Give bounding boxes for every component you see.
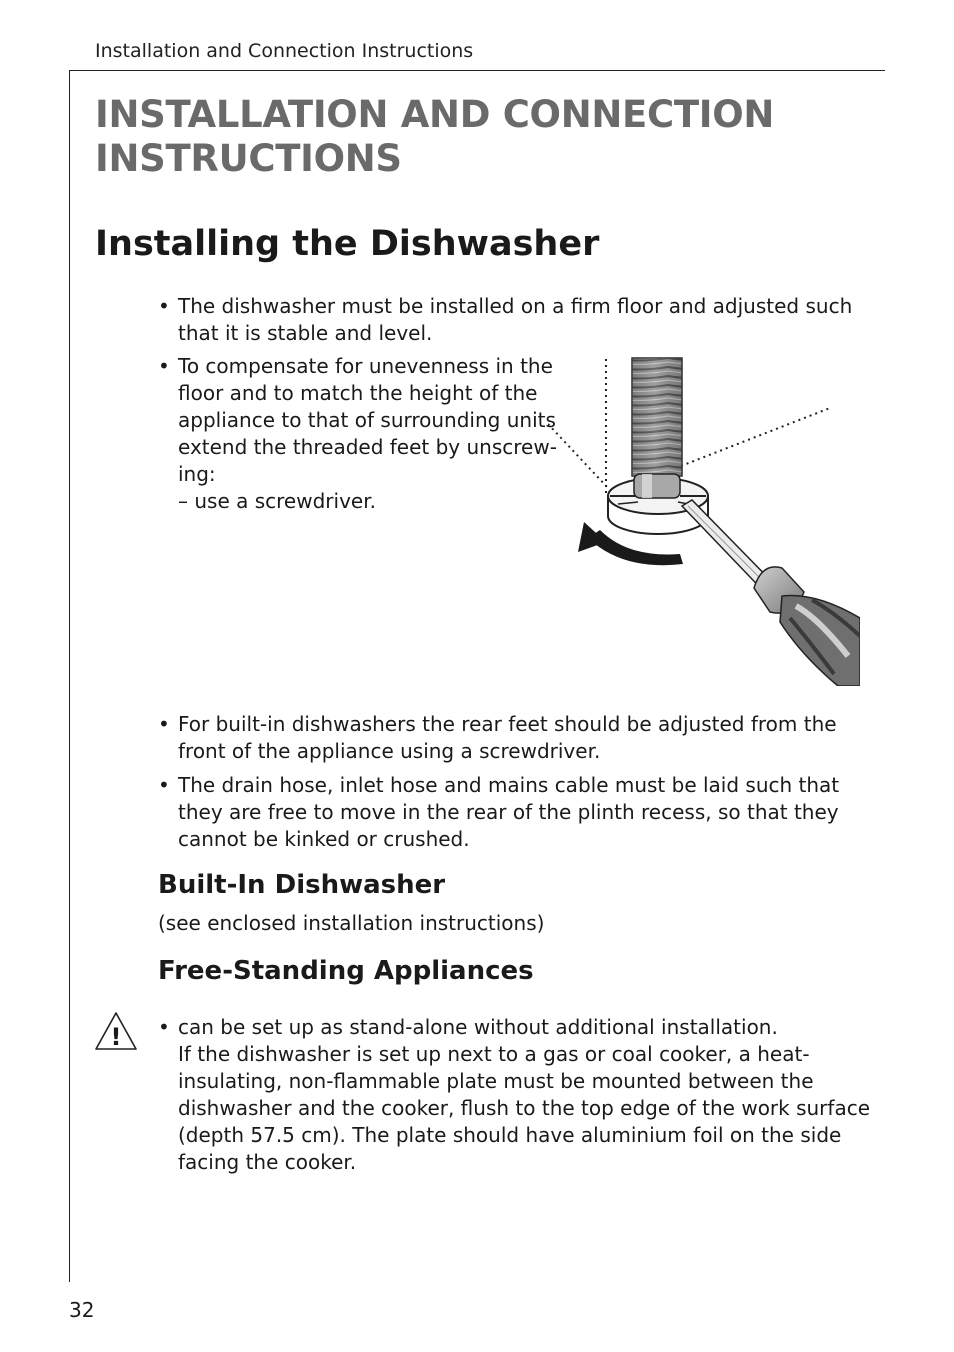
bullet-dot: • [158, 354, 170, 378]
warning-symbol: ! [110, 1023, 122, 1051]
bullet-dot: • [158, 294, 170, 318]
chapter-title-line-2: INSTRUCTIONS [95, 137, 402, 180]
chapter-title-line-1: INSTALLATION AND CONNECTION [95, 93, 775, 136]
free-standing-heading: Free-Standing Appliances [158, 956, 534, 986]
bullet-dot: • [158, 1015, 170, 1039]
bullet-text: The drain hose, inlet hose and mains cable must be laid such that they are free to move in the rear of the plinth recess, so that they cannot be kinked or crushed. [178, 773, 840, 851]
built-in-note: (see enclosed installation instructions) [158, 911, 545, 935]
bullet-item-threaded-feet [158, 353, 557, 515]
bullet-item-free-standing [158, 1014, 870, 1176]
bullet-item-firm-floor [158, 293, 852, 347]
bullet-text: To compensate for unevenness in the floor and to match the height of the appliance to that of surrounding units extend the threaded feet by unscrew- ing: – use a screwdriver. [178, 354, 557, 513]
bullet-item-hoses [158, 772, 839, 853]
bullet-text: For built-in dishwashers the rear feet should be adjusted from the front of the appliance using a screwdriver. [178, 712, 837, 763]
chapter-title [95, 93, 875, 181]
bullet-text: can be set up as stand-alone without additional installation. If the dishwasher is set up next to a gas or coal cooker, a heat- insulating, non-flammable plate must be mounted between the dishwasher and the cooker, flush to the top edge of the work surface (depth 57.5 cm). The plate should have aluminium foil on the side facing the cooker. [178, 1015, 871, 1174]
built-in-heading: Built-In Dishwasher [158, 870, 446, 900]
section-title: Installing the Dishwasher [95, 224, 600, 264]
page-number: 32 [69, 1298, 95, 1322]
running-header: Installation and Connection Instructions [95, 40, 474, 62]
bullet-item-rear-feet [158, 711, 837, 765]
bullet-text: The dishwasher must be installed on a firm floor and adjusted such that it is stable and level. [178, 294, 853, 345]
margin-rule [69, 70, 70, 1282]
warning-triangle-icon [94, 1010, 138, 1052]
screwdriver-foot-illustration [548, 356, 860, 686]
bullet-dot: • [158, 712, 170, 736]
bullet-dot: • [158, 773, 170, 797]
header-rule [69, 70, 885, 71]
